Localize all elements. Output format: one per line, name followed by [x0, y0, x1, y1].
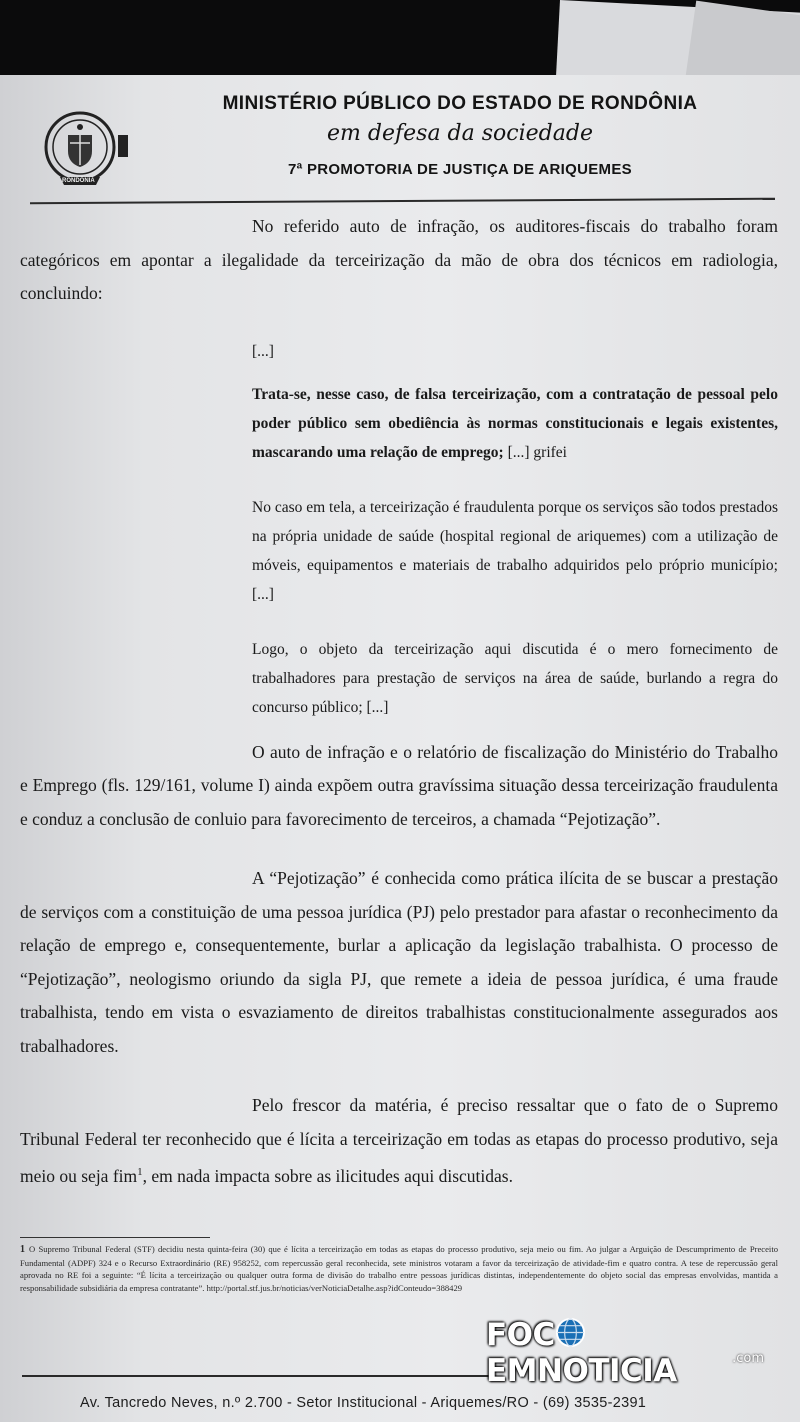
header-divider [30, 198, 775, 205]
site-watermark [486, 1317, 776, 1389]
footnote-text: O Supremo Tribunal Federal (STF) decidiu nesta quinta-feira (30) que é lícita a terceirização em todas as etapas do processo produtivo, seja meio ou fim. Ao julgar a Arguição de Descumprimento de Preceito Fundamental (ADPF) 324 e o Recurso Extraordinário (RE) 958252, com repercussão geral reconhecida, sete ministros votaram a favor da terceirização de atividade-fim e quatro contra. A tese de repercussão geral aprovada no RE foi a seguinte: “É lícita a terceirização ou qualquer outra forma de divisão do trabalho entre pessoas jurídicas distintas, independentemente do objeto social das empresas envolvidas, mantida a responsabilidade subsidiária da empresa contratante”. http://portal.stf.jus.br/noticias/verNoticiaDetalhe.asp?idConteudo=388429 [20, 1244, 778, 1293]
footer-divider [22, 1375, 492, 1377]
watermark-text-a: FOC [486, 1317, 555, 1353]
paragraph-2: O auto de infração e o relatório de fiscalização do Ministério do Trabalho e Emprego (fls. 129/161, volume I) ainda expõem outra gravíssima situação dessa terceirização fraudulenta e conduz a conclusão de conluio para favorecimento de terceiros, a chamada “Pejotização”. [20, 741, 778, 829]
footnote-divider [20, 1237, 210, 1238]
institution-title: MINISTÉRIO PÚBLICO DO ESTADO DE RONDÔNIA [222, 93, 698, 114]
quote-ellipsis: [...] [252, 342, 274, 360]
quote-1 [252, 380, 778, 467]
document-body [20, 210, 778, 1193]
institution-motto: em defesa da sociedade [327, 121, 593, 146]
watermark-suffix: .com [732, 1351, 764, 1366]
seal-label: RONDÔNIA [62, 178, 95, 184]
document-page [0, 75, 800, 1422]
footnote-reference: 1 [137, 1166, 143, 1178]
quote-1-bold: Trata-se, nesse caso, de falsa terceirização, com a contratação de pessoal pelo poder público sem obediência às normas constitucionais e legais existentes, mascarando uma relação de emprego; [252, 385, 778, 461]
footer-address: Av. Tancredo Neves, n.º 2.700 - Setor Institucional - Ariquemes/RO - (69) 3535-2391 [80, 1395, 647, 1411]
paragraph-3: A “Pejotização” é conhecida como prática ilícita de se buscar a prestação de serviços com a constituição de uma pessoa jurídica (PJ) pelo prestador para afastar o reconhecimento da relação de emprego e, consequentemente, burlar a aplicação da legislação trabalhista. O processo de “Pejotização”, neologismo oriundo da sigla PJ, que remete a ideia de pessoa jurídica, é uma fraude trabalhista, tendo em vista o esvaziamento de direitos trabalhistas constitucionalmente assegurados aos trabalhadores. [20, 868, 778, 1056]
footnote [20, 1243, 778, 1294]
paragraph-1: No referido auto de infração, os auditores-fiscais do trabalho foram categóricos em apontar a ilegalidade da terceirização da mão de obra dos técnicos em radiologia, concluindo: [20, 216, 778, 303]
watermark-text-b: EMNOTICIA [486, 1353, 677, 1389]
paragraph-4: Pelo frescor da matéria, é preciso ressaltar que o fato de o Supremo Tribunal Federal ter reconhecido que é lícita a terceirização em todas as etapas do processo produtivo, seja meio ou seja fim$^1$, em nada impacta sobre as ilicitudes aqui discutidas. [20, 1095, 778, 1186]
quote-1-tail: [...] grifei [503, 443, 567, 461]
quote-3: Logo, o objeto da terceirização aqui discutida é o mero fornecimento de trabalhadores para prestação de serviços na área de saúde, burlando a regra do concurso público; [...] [252, 640, 778, 716]
office-subtitle: 7ª PROMOTORIA DE JUSTIÇA DE ARIQUEMES [288, 161, 632, 178]
quote-2: No caso em tela, a terceirização é fraudulenta porque os serviços são todos prestados na própria unidade de saúde (hospital regional de ariquemes) com a utilização de móveis, equipamentos e materiais de trabalho adquiridos pelo próprio município; [...] [252, 498, 778, 603]
footnote-number: 1 [20, 1244, 25, 1255]
globe-icon [555, 1317, 586, 1348]
